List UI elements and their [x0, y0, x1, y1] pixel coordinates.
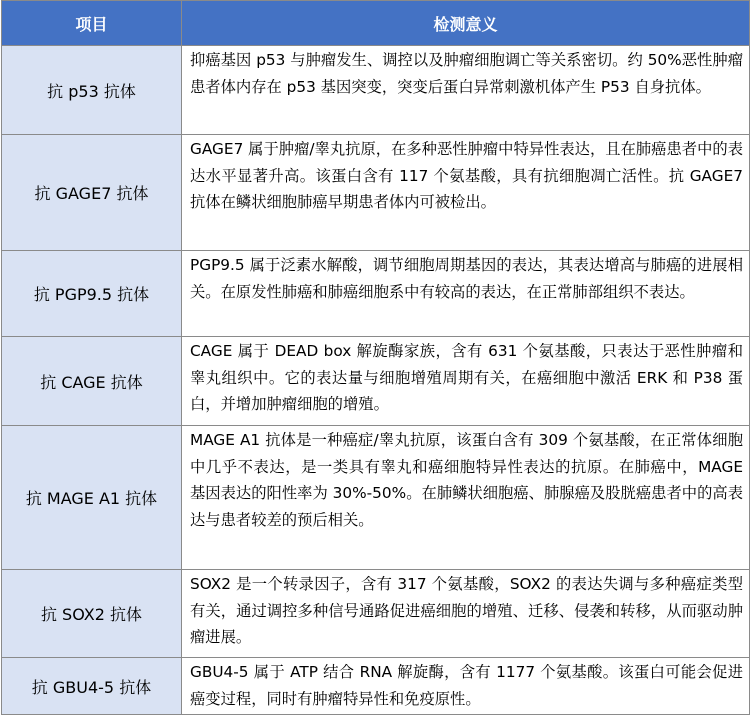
header-item: 项目 — [2, 1, 182, 46]
table-body — [2, 46, 750, 715]
detection-meaning: SOX2 是一个转录因子，含有 317 个氨基酸，SOX2 的表达失调与多种癌症类型有关，通过调控多种信号通路促进癌细胞的增殖、迁移、侵袭和转移，从而驱动肿瘤进展。 — [182, 570, 750, 658]
header-meaning: 检测意义 — [182, 1, 750, 46]
antibody-name: 抗 GBU4-5 抗体 — [2, 658, 182, 715]
table-row — [2, 135, 750, 251]
antibody-name: 抗 PGP9.5 抗体 — [2, 251, 182, 337]
header-row — [2, 1, 750, 46]
detection-meaning: GBU4-5 属于 ATP 结合 RNA 解旋酶，含有 1177 个氨基酸。该蛋白可能会促进癌变过程，同时有肿瘤特异性和免疫原性。 — [182, 658, 750, 715]
table-row — [2, 658, 750, 715]
detection-meaning: PGP9.5 属于泛素水解酸，调节细胞周期基因的表达，其表达增高与肺癌的进展相关。在原发性肺癌和肺癌细胞系中有较高的表达，在正常肺部组织不表达。 — [182, 251, 750, 337]
antibody-name: 抗 GAGE7 抗体 — [2, 135, 182, 251]
antibody-name: 抗 CAGE 抗体 — [2, 337, 182, 426]
detection-meaning: GAGE7 属于肿瘤/睾丸抗原，在多种恶性肿瘤中特异性表达，且在肺癌患者中的表达水平显著升高。该蛋白含有 117 个氨基酸，具有抗细胞凋亡活性。抗 GAGE7 抗体在鳞状细胞肺癌早期患者体内可被检出。 — [182, 135, 750, 251]
antibody-name: 抗 SOX2 抗体 — [2, 570, 182, 658]
table-row — [2, 426, 750, 570]
table-row — [2, 570, 750, 658]
antibody-detection-table — [1, 0, 750, 715]
detection-meaning: CAGE 属于 DEAD box 解旋酶家族，含有 631 个氨基酸，只表达于恶性肿瘤和睾丸组织中。它的表达量与细胞增殖周期有关，在癌细胞中激活 ERK 和 P38 蛋白，并增加肿瘤细胞的增殖。 — [182, 337, 750, 426]
detection-meaning: MAGE A1 抗体是一种癌症/睾丸抗原，该蛋白含有 309 个氨基酸，在正常体细胞中几乎不表达，是一类具有睾丸和癌细胞特异性表达的抗原。在肺癌中，MAGE 基因表达的阳性率为 30%-50%。在肺鳞状细胞癌、肺腺癌及股胱癌患者中的高表达与患者较差的预后相关。 — [182, 426, 750, 570]
detection-meaning: 抑癌基因 p53 与肿瘤发生、调控以及肿瘤细胞调亡等关系密切。约 50%恶性肿瘤患者体内存在 p53 基因突变，突变后蛋白异常刺激机体产生 P53 自身抗体。 — [182, 46, 750, 135]
table-row — [2, 337, 750, 426]
antibody-name: 抗 p53 抗体 — [2, 46, 182, 135]
table-row — [2, 251, 750, 337]
table-header — [2, 1, 750, 46]
table-row — [2, 46, 750, 135]
antibody-name: 抗 MAGE A1 抗体 — [2, 426, 182, 570]
